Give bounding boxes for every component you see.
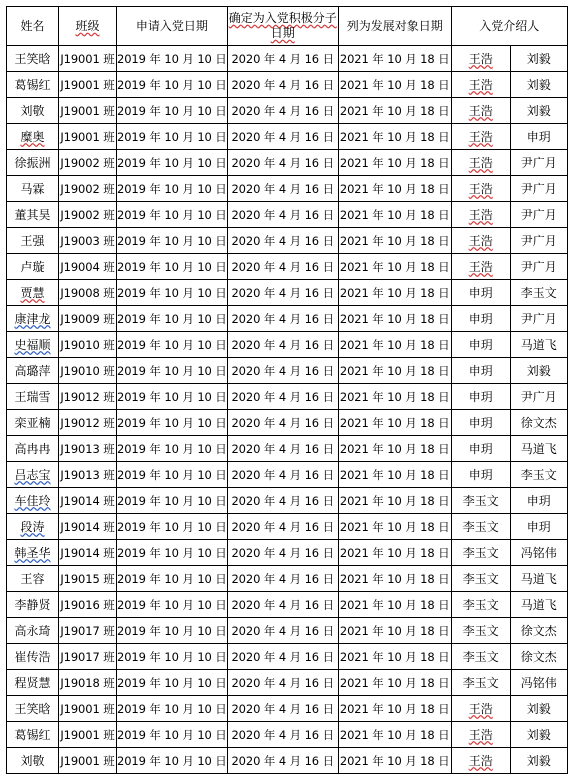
cell-name: 王容: [7, 566, 59, 592]
table-row: [7, 748, 568, 774]
cell-introducer-2: 冯铭伟: [510, 670, 567, 696]
table-row: [7, 592, 568, 618]
cell-apply-date: 2019 年 10 月 10 日: [117, 722, 228, 748]
cell-introducer-1: 王浩: [451, 722, 510, 748]
cell-candidate-date: 2021 年 10 月 18 日: [338, 644, 451, 670]
cell-class: J19009 班: [59, 306, 117, 332]
cell-class: J19001 班: [59, 748, 117, 774]
cell-activist-date: 2020 年 4 月 16 日: [227, 98, 338, 124]
cell-name: 糜奥: [7, 124, 59, 150]
cell-name: 徐振洲: [7, 150, 59, 176]
cell-candidate-date: 2021 年 10 月 18 日: [338, 566, 451, 592]
cell-introducer-1: 王浩: [451, 748, 510, 774]
cell-introducer-2: 刘毅: [510, 696, 567, 722]
cell-introducer-1: 申玥: [451, 358, 510, 384]
cell-introducer-1: 李玉文: [451, 488, 510, 514]
cell-introducer-1: 王浩: [451, 124, 510, 150]
cell-apply-date: 2019 年 10 月 10 日: [117, 592, 228, 618]
cell-introducer-1: 申玥: [451, 384, 510, 410]
header-introducers: 入党介绍人: [451, 7, 567, 46]
cell-candidate-date: 2021 年 10 月 18 日: [338, 514, 451, 540]
cell-activist-date: 2020 年 4 月 16 日: [227, 566, 338, 592]
cell-name: 段涛: [7, 514, 59, 540]
cell-introducer-1: 申玥: [451, 462, 510, 488]
cell-candidate-date: 2021 年 10 月 18 日: [338, 436, 451, 462]
table-row: [7, 488, 568, 514]
table-row: [7, 514, 568, 540]
header-name: 姓名: [7, 7, 59, 46]
cell-introducer-1: 申玥: [451, 280, 510, 306]
cell-candidate-date: 2021 年 10 月 18 日: [338, 540, 451, 566]
cell-introducer-2: 徐文杰: [510, 410, 567, 436]
table-row: [7, 176, 568, 202]
cell-name: 史福顺: [7, 332, 59, 358]
cell-name: 刘敬: [7, 748, 59, 774]
cell-activist-date: 2020 年 4 月 16 日: [227, 488, 338, 514]
cell-class: J19014 班: [59, 540, 117, 566]
cell-class: J19001 班: [59, 696, 117, 722]
cell-activist-date: 2020 年 4 月 16 日: [227, 150, 338, 176]
cell-apply-date: 2019 年 10 月 10 日: [117, 540, 228, 566]
cell-activist-date: 2020 年 4 月 16 日: [227, 358, 338, 384]
cell-introducer-1: 申玥: [451, 436, 510, 462]
cell-introducer-2: 尹广月: [510, 384, 567, 410]
cell-candidate-date: 2021 年 10 月 18 日: [338, 254, 451, 280]
cell-introducer-2: 冯铭伟: [510, 540, 567, 566]
cell-name: 贾慧: [7, 280, 59, 306]
cell-activist-date: 2020 年 4 月 16 日: [227, 228, 338, 254]
table-row: [7, 384, 568, 410]
cell-introducer-1: 李玉文: [451, 644, 510, 670]
cell-introducer-2: 刘毅: [510, 358, 567, 384]
table-row: [7, 254, 568, 280]
cell-introducer-1: 李玉文: [451, 514, 510, 540]
cell-introducer-2: 申玥: [510, 488, 567, 514]
cell-activist-date: 2020 年 4 月 16 日: [227, 332, 338, 358]
cell-activist-date: 2020 年 4 月 16 日: [227, 618, 338, 644]
cell-name: 栾亚楠: [7, 410, 59, 436]
cell-candidate-date: 2021 年 10 月 18 日: [338, 618, 451, 644]
cell-introducer-2: 申玥: [510, 124, 567, 150]
cell-apply-date: 2019 年 10 月 10 日: [117, 436, 228, 462]
cell-class: J19004 班: [59, 254, 117, 280]
cell-apply-date: 2019 年 10 月 10 日: [117, 98, 228, 124]
cell-class: J19016 班: [59, 592, 117, 618]
cell-introducer-2: 刘毅: [510, 72, 567, 98]
cell-class: J19012 班: [59, 384, 117, 410]
cell-name: 卢璇: [7, 254, 59, 280]
cell-introducer-2: 马道飞: [510, 332, 567, 358]
cell-candidate-date: 2021 年 10 月 18 日: [338, 670, 451, 696]
cell-name: 高璐萍: [7, 358, 59, 384]
cell-apply-date: 2019 年 10 月 10 日: [117, 488, 228, 514]
cell-introducer-1: 李玉文: [451, 540, 510, 566]
table-row: [7, 696, 568, 722]
cell-introducer-1: 李玉文: [451, 670, 510, 696]
table-row: [7, 124, 568, 150]
cell-name: 葛锡红: [7, 72, 59, 98]
cell-name: 高冉冉: [7, 436, 59, 462]
cell-introducer-1: 申玥: [451, 332, 510, 358]
cell-activist-date: 2020 年 4 月 16 日: [227, 514, 338, 540]
cell-introducer-2: 徐文杰: [510, 644, 567, 670]
cell-name: 高永琦: [7, 618, 59, 644]
cell-introducer-2: 徐文杰: [510, 618, 567, 644]
cell-candidate-date: 2021 年 10 月 18 日: [338, 228, 451, 254]
cell-class: J19002 班: [59, 150, 117, 176]
cell-candidate-date: 2021 年 10 月 18 日: [338, 696, 451, 722]
cell-class: J19001 班: [59, 124, 117, 150]
cell-class: J19003 班: [59, 228, 117, 254]
cell-candidate-date: 2021 年 10 月 18 日: [338, 462, 451, 488]
cell-introducer-1: 申玥: [451, 306, 510, 332]
cell-introducer-2: 尹广月: [510, 254, 567, 280]
cell-introducer-1: 王浩: [451, 202, 510, 228]
cell-introducer-1: 李玉文: [451, 592, 510, 618]
cell-candidate-date: 2021 年 10 月 18 日: [338, 358, 451, 384]
cell-candidate-date: 2021 年 10 月 18 日: [338, 202, 451, 228]
cell-introducer-1: 王浩: [451, 696, 510, 722]
cell-name: 王笑晗: [7, 696, 59, 722]
cell-class: J19001 班: [59, 46, 117, 72]
table-row: [7, 644, 568, 670]
table-row: [7, 306, 568, 332]
cell-activist-date: 2020 年 4 月 16 日: [227, 176, 338, 202]
cell-introducer-2: 申玥: [510, 514, 567, 540]
table-row: [7, 202, 568, 228]
cell-name: 马霖: [7, 176, 59, 202]
cell-introducer-1: 李玉文: [451, 566, 510, 592]
cell-activist-date: 2020 年 4 月 16 日: [227, 254, 338, 280]
cell-activist-date: 2020 年 4 月 16 日: [227, 72, 338, 98]
cell-activist-date: 2020 年 4 月 16 日: [227, 462, 338, 488]
cell-candidate-date: 2021 年 10 月 18 日: [338, 176, 451, 202]
table-row: [7, 280, 568, 306]
table-row: [7, 332, 568, 358]
cell-class: J19013 班: [59, 462, 117, 488]
cell-name: 吕志宝: [7, 462, 59, 488]
cell-activist-date: 2020 年 4 月 16 日: [227, 670, 338, 696]
cell-activist-date: 2020 年 4 月 16 日: [227, 280, 338, 306]
cell-apply-date: 2019 年 10 月 10 日: [117, 176, 228, 202]
table-row: [7, 72, 568, 98]
cell-introducer-1: 王浩: [451, 176, 510, 202]
header-row: [7, 7, 568, 46]
cell-introducer-2: 刘毅: [510, 722, 567, 748]
cell-introducer-2: 尹广月: [510, 202, 567, 228]
header-class: 班级: [59, 7, 117, 46]
cell-activist-date: 2020 年 4 月 16 日: [227, 202, 338, 228]
table-row: [7, 46, 568, 72]
cell-class: J19014 班: [59, 514, 117, 540]
cell-class: J19001 班: [59, 722, 117, 748]
header-candidate-date: 列为发展对象日期: [338, 7, 451, 46]
cell-apply-date: 2019 年 10 月 10 日: [117, 566, 228, 592]
cell-apply-date: 2019 年 10 月 10 日: [117, 644, 228, 670]
cell-introducer-2: 刘毅: [510, 98, 567, 124]
table-row: [7, 228, 568, 254]
cell-activist-date: 2020 年 4 月 16 日: [227, 748, 338, 774]
cell-introducer-1: 李玉文: [451, 618, 510, 644]
cell-apply-date: 2019 年 10 月 10 日: [117, 384, 228, 410]
cell-activist-date: 2020 年 4 月 16 日: [227, 644, 338, 670]
cell-apply-date: 2019 年 10 月 10 日: [117, 46, 228, 72]
cell-apply-date: 2019 年 10 月 10 日: [117, 72, 228, 98]
cell-introducer-1: 王浩: [451, 46, 510, 72]
cell-class: J19001 班: [59, 72, 117, 98]
cell-introducer-1: 王浩: [451, 72, 510, 98]
header-activist-date: 确定为入党积极分子日期: [227, 7, 338, 46]
cell-candidate-date: 2021 年 10 月 18 日: [338, 748, 451, 774]
cell-apply-date: 2019 年 10 月 10 日: [117, 228, 228, 254]
cell-activist-date: 2020 年 4 月 16 日: [227, 436, 338, 462]
cell-introducer-2: 李玉文: [510, 462, 567, 488]
cell-name: 葛锡红: [7, 722, 59, 748]
cell-introducer-1: 申玥: [451, 410, 510, 436]
cell-class: J19017 班: [59, 644, 117, 670]
table-row: [7, 618, 568, 644]
cell-name: 李静贤: [7, 592, 59, 618]
cell-introducer-2: 刘毅: [510, 46, 567, 72]
cell-class: J19010 班: [59, 332, 117, 358]
cell-introducer-1: 王浩: [451, 150, 510, 176]
cell-candidate-date: 2021 年 10 月 18 日: [338, 306, 451, 332]
cell-name: 程贤慧: [7, 670, 59, 696]
cell-activist-date: 2020 年 4 月 16 日: [227, 46, 338, 72]
cell-class: J19008 班: [59, 280, 117, 306]
cell-class: J19012 班: [59, 410, 117, 436]
table-body: [7, 46, 568, 774]
cell-candidate-date: 2021 年 10 月 18 日: [338, 722, 451, 748]
cell-apply-date: 2019 年 10 月 10 日: [117, 358, 228, 384]
cell-activist-date: 2020 年 4 月 16 日: [227, 124, 338, 150]
cell-apply-date: 2019 年 10 月 10 日: [117, 280, 228, 306]
cell-class: J19001 班: [59, 98, 117, 124]
cell-activist-date: 2020 年 4 月 16 日: [227, 306, 338, 332]
cell-introducer-2: 马道飞: [510, 436, 567, 462]
cell-candidate-date: 2021 年 10 月 18 日: [338, 592, 451, 618]
cell-candidate-date: 2021 年 10 月 18 日: [338, 72, 451, 98]
cell-name: 崔传浩: [7, 644, 59, 670]
cell-apply-date: 2019 年 10 月 10 日: [117, 618, 228, 644]
cell-class: J19002 班: [59, 176, 117, 202]
cell-candidate-date: 2021 年 10 月 18 日: [338, 332, 451, 358]
cell-introducer-1: 王浩: [451, 228, 510, 254]
cell-introducer-2: 尹广月: [510, 228, 567, 254]
cell-introducer-1: 王浩: [451, 98, 510, 124]
cell-name: 王瑞雪: [7, 384, 59, 410]
cell-activist-date: 2020 年 4 月 16 日: [227, 722, 338, 748]
cell-apply-date: 2019 年 10 月 10 日: [117, 696, 228, 722]
table-row: [7, 670, 568, 696]
cell-introducer-2: 马道飞: [510, 566, 567, 592]
cell-introducer-2: 尹广月: [510, 176, 567, 202]
table-row: [7, 566, 568, 592]
cell-class: J19018 班: [59, 670, 117, 696]
cell-name: 王强: [7, 228, 59, 254]
cell-candidate-date: 2021 年 10 月 18 日: [338, 150, 451, 176]
cell-apply-date: 2019 年 10 月 10 日: [117, 306, 228, 332]
cell-activist-date: 2020 年 4 月 16 日: [227, 696, 338, 722]
table-row: [7, 410, 568, 436]
cell-candidate-date: 2021 年 10 月 18 日: [338, 46, 451, 72]
table-row: [7, 462, 568, 488]
cell-introducer-2: 李玉文: [510, 280, 567, 306]
cell-candidate-date: 2021 年 10 月 18 日: [338, 488, 451, 514]
table-row: [7, 98, 568, 124]
cell-activist-date: 2020 年 4 月 16 日: [227, 384, 338, 410]
cell-introducer-2: 刘毅: [510, 748, 567, 774]
cell-name: 王笑晗: [7, 46, 59, 72]
cell-apply-date: 2019 年 10 月 10 日: [117, 332, 228, 358]
cell-introducer-2: 尹广月: [510, 150, 567, 176]
cell-class: J19015 班: [59, 566, 117, 592]
cell-introducer-2: 马道飞: [510, 592, 567, 618]
cell-candidate-date: 2021 年 10 月 18 日: [338, 98, 451, 124]
cell-introducer-1: 王浩: [451, 254, 510, 280]
cell-activist-date: 2020 年 4 月 16 日: [227, 540, 338, 566]
cell-candidate-date: 2021 年 10 月 18 日: [338, 280, 451, 306]
cell-apply-date: 2019 年 10 月 10 日: [117, 514, 228, 540]
cell-candidate-date: 2021 年 10 月 18 日: [338, 124, 451, 150]
cell-apply-date: 2019 年 10 月 10 日: [117, 124, 228, 150]
header-apply-date: 申请入党日期: [117, 7, 228, 46]
cell-candidate-date: 2021 年 10 月 18 日: [338, 410, 451, 436]
table-row: [7, 540, 568, 566]
cell-class: J19002 班: [59, 202, 117, 228]
cell-apply-date: 2019 年 10 月 10 日: [117, 202, 228, 228]
member-table: [6, 6, 568, 774]
cell-activist-date: 2020 年 4 月 16 日: [227, 410, 338, 436]
cell-class: J19014 班: [59, 488, 117, 514]
cell-class: J19013 班: [59, 436, 117, 462]
cell-name: 刘敬: [7, 98, 59, 124]
cell-name: 董其昊: [7, 202, 59, 228]
cell-activist-date: 2020 年 4 月 16 日: [227, 592, 338, 618]
cell-apply-date: 2019 年 10 月 10 日: [117, 462, 228, 488]
cell-name: 康津龙: [7, 306, 59, 332]
table-row: [7, 722, 568, 748]
cell-apply-date: 2019 年 10 月 10 日: [117, 150, 228, 176]
cell-name: 韩圣华: [7, 540, 59, 566]
cell-apply-date: 2019 年 10 月 10 日: [117, 254, 228, 280]
cell-class: J19010 班: [59, 358, 117, 384]
table-row: [7, 150, 568, 176]
table-row: [7, 358, 568, 384]
table-row: [7, 436, 568, 462]
cell-apply-date: 2019 年 10 月 10 日: [117, 748, 228, 774]
cell-apply-date: 2019 年 10 月 10 日: [117, 670, 228, 696]
cell-candidate-date: 2021 年 10 月 18 日: [338, 384, 451, 410]
cell-apply-date: 2019 年 10 月 10 日: [117, 410, 228, 436]
cell-introducer-2: 尹广月: [510, 306, 567, 332]
cell-name: 车佳玲: [7, 488, 59, 514]
cell-class: J19017 班: [59, 618, 117, 644]
